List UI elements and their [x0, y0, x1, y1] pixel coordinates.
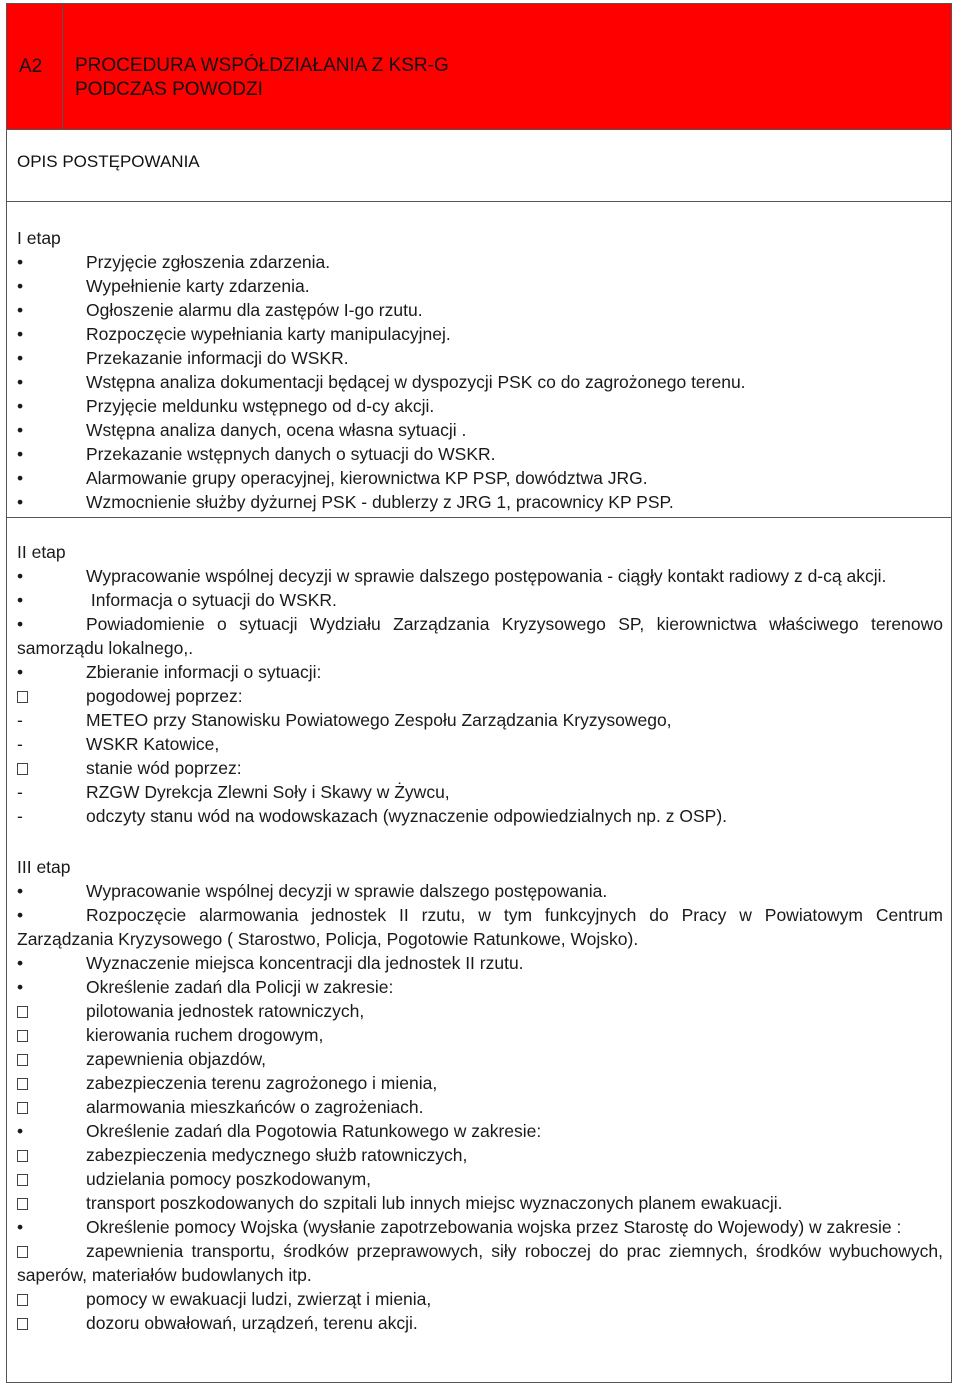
bullet-marker: • — [17, 444, 24, 464]
bullet-marker: • — [17, 420, 24, 440]
checkbox-square-icon — [17, 1294, 28, 1306]
bullet-marker: • — [17, 662, 24, 682]
bullet-marker: • — [17, 590, 24, 610]
checkbox-square-icon — [17, 1102, 28, 1114]
bullet-marker: • — [17, 348, 24, 368]
title-line-1: PROCEDURA WSPÓŁDZIAŁANIA Z KSR-G — [75, 55, 449, 76]
dash-marker: - — [17, 710, 23, 730]
list-item: • Zbieranie informacji o sytuacji: — [17, 662, 322, 682]
list-item: dozoru obwałowań, urządzeń, terenu akcji. — [17, 1311, 943, 1335]
list-item: • Przekazanie informacji do WSKR. — [17, 348, 349, 368]
list-item: zabezpieczenia medycznego służb ratowniczych, — [17, 1143, 943, 1167]
bullet-marker: • — [17, 881, 24, 901]
checkbox-square-icon — [17, 1054, 28, 1066]
dash-marker: - — [17, 782, 23, 802]
bullet-marker: • — [17, 396, 24, 416]
list-item: • Przyjęcie zgłoszenia zdarzenia. — [17, 252, 331, 272]
bullet-marker: • — [17, 905, 24, 925]
bullet-marker: • — [17, 566, 24, 586]
stage-3-title: III etap — [17, 857, 71, 877]
list-item: transport poszkodowanych do szpitali lub innych miejsc wyznaczonych planem ewakuacji. — [17, 1191, 943, 1215]
checkbox-square-icon — [17, 763, 28, 775]
list-item: • Alarmowanie grupy operacyjnej, kierownictwa KP PSP, dowództwa JRG. — [17, 468, 648, 488]
bullet-marker: • — [17, 492, 24, 512]
list-item: • Rozpoczęcie alarmowania jednostek II rzutu, w tym funkcyjnych do Pracy w Powiatowym Centrum Zarządzania Kryzysowego ( Starostwo, Policja, Pogotowie Ratunkowe, Wojsko). — [17, 905, 943, 949]
list-item: • Wzmocnienie służby dyżurnej PSK - dublerzy z JRG 1, pracownicy KP PSP. — [17, 492, 674, 512]
list-item: • Przekazanie wstępnych danych o sytuacji do WSKR. — [17, 444, 496, 464]
list-item: - RZGW Dyrekcja Zlewni Soły i Skawy w Żywcu, — [17, 782, 450, 802]
dash-marker: - — [17, 806, 23, 826]
procedure-code: A2 — [7, 4, 63, 129]
bullet-marker: • — [17, 324, 24, 344]
list-item: • Ogłoszenie alarmu dla zastępów I-go rzutu. — [17, 300, 423, 320]
list-item: pomocy w ewakuacji ludzi, zwierząt i mienia, — [17, 1287, 943, 1311]
list-item: zapewnienia transportu, środków przeprawowych, siły roboczej do prac ziemnych, środków wybuchowych, saperów, materiałów budowlanych itp. — [17, 1241, 943, 1285]
bullet-marker: • — [17, 252, 24, 272]
procedure-title — [75, 54, 449, 102]
checkbox-square-icon — [17, 691, 28, 703]
stage-1-section — [7, 226, 951, 518]
list-item: kierowania ruchem drogowym, — [17, 1023, 943, 1047]
dash-marker: - — [17, 734, 23, 754]
checkbox-square-icon — [17, 1318, 28, 1330]
list-item: • Powiadomienie o sytuacji Wydziału Zarządzania Kryzysowego SP, kierownictwa właściwego terenowo samorządu lokalnego,. — [17, 614, 943, 658]
list-item: • Wstępna analiza dokumentacji będącej w dyspozycji PSK co do zagrożonego terenu. — [17, 372, 746, 392]
list-item: udzielania pomocy poszkodowanym, — [17, 1167, 943, 1191]
stage-2-title: II etap — [17, 542, 66, 562]
checkbox-square-icon — [17, 1078, 28, 1090]
list-item: • Wypracowanie wspólnej decyzji w sprawie dalszego postępowania. — [17, 881, 608, 901]
stage-1-title: I etap — [17, 228, 61, 248]
list-item: stanie wód poprzez: — [17, 756, 943, 780]
checkbox-square-icon — [17, 1006, 28, 1018]
checkbox-square-icon — [17, 1030, 28, 1042]
bullet-marker: • — [17, 1217, 24, 1237]
stage-3-section — [7, 855, 951, 1335]
list-item: - METEO przy Stanowisku Powiatowego Zespołu Zarządzania Kryzysowego, — [17, 710, 672, 730]
list-item: • Określenie zadań dla Pogotowia Ratunkowego w zakresie: — [17, 1121, 542, 1141]
list-item: alarmowania mieszkańców o zagrożeniach. — [17, 1095, 943, 1119]
bullet-marker: • — [17, 468, 24, 488]
procedure-header — [7, 4, 951, 130]
bullet-marker: • — [17, 977, 24, 997]
list-item: • Wypełnienie karty zdarzenia. — [17, 276, 310, 296]
list-item: pogodowej poprzez: — [17, 684, 943, 708]
section-title: OPIS POSTĘPOWANIA — [7, 130, 951, 202]
list-item: zabezpieczenia terenu zagrożonego i mienia, — [17, 1071, 943, 1095]
list-item: • Określenie zadań dla Policji w zakresie: — [17, 977, 394, 997]
list-item: • Przyjęcie meldunku wstępnego od d-cy akcji. — [17, 396, 435, 416]
checkbox-square-icon — [17, 1246, 28, 1258]
bullet-marker: • — [17, 300, 24, 320]
list-item: • Rozpoczęcie wypełniania karty manipulacyjnej. — [17, 324, 451, 344]
list-item: • Wyznaczenie miejsca koncentracji dla jednostek II rzutu. — [17, 953, 524, 973]
list-item: - WSKR Katowice, — [17, 734, 220, 754]
title-line-2: PODCZAS POWODZI — [75, 79, 263, 100]
checkbox-square-icon — [17, 1150, 28, 1162]
checkbox-square-icon — [17, 1174, 28, 1186]
list-item: pilotowania jednostek ratowniczych, — [17, 999, 943, 1023]
bullet-marker: • — [17, 614, 24, 634]
checkbox-square-icon — [17, 1198, 28, 1210]
bullet-marker: • — [17, 1121, 24, 1141]
list-item: • Wstępna analiza danych, ocena własna sytuacji . — [17, 420, 467, 440]
bullet-marker: • — [17, 372, 24, 392]
list-item: • Określenie pomocy Wojska (wysłanie zapotrzebowania wojska przez Starostę do Wojewody) w zakresie : — [17, 1217, 902, 1237]
bullet-marker: • — [17, 276, 24, 296]
bullet-marker: • — [17, 953, 24, 973]
list-item: • Wypracowanie wspólnej decyzji w sprawie dalszego postępowania - ciągły kontakt radiowy z d-cą akcji. — [17, 566, 887, 586]
list-item: - odczyty stanu wód na wodowskazach (wyznaczenie odpowiedzialnych np. z OSP). — [17, 806, 728, 826]
stage-2-section — [7, 540, 951, 828]
list-item: • Informacja o sytuacji do WSKR. — [17, 590, 337, 610]
list-item: zapewnienia objazdów, — [17, 1047, 943, 1071]
document-page — [6, 3, 952, 1383]
